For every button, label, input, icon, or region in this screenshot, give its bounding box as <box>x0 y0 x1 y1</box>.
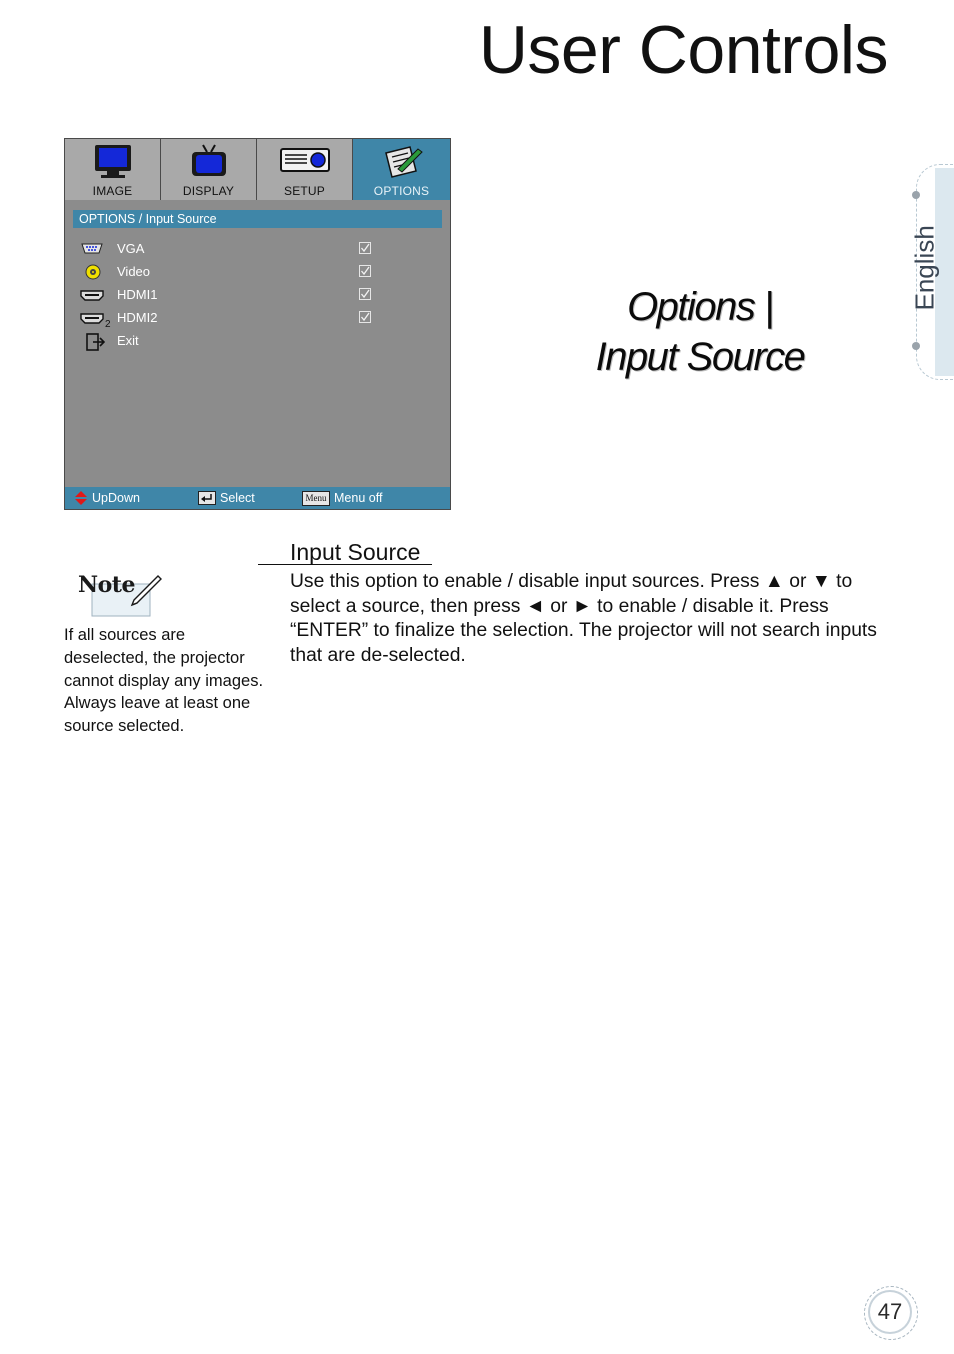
notepad-pen-icon <box>380 143 424 179</box>
osd-item-vga[interactable] <box>79 239 369 259</box>
osd-item-label: HDMI2 <box>117 310 158 325</box>
tab-label: DISPLAY <box>182 184 235 198</box>
hint-updown: UpDown <box>92 491 140 505</box>
svg-text:2: 2 <box>105 319 111 328</box>
page-title: User Controls <box>478 12 888 88</box>
hdmi-port-icon <box>79 287 105 303</box>
up-down-arrow-icon <box>74 490 88 506</box>
osd-item-exit[interactable] <box>79 331 369 351</box>
note-label: Note <box>78 572 135 598</box>
tab-image[interactable] <box>65 139 161 200</box>
checkbox-checked-icon[interactable] <box>359 311 371 323</box>
tab-options[interactable] <box>353 139 450 200</box>
osd-item-label: VGA <box>117 241 145 256</box>
osd-item-label: Video <box>117 264 151 279</box>
menu-key-icon: Menu <box>302 491 330 506</box>
osd-tab-bar <box>65 139 450 200</box>
video-port-icon <box>79 264 105 280</box>
content-body: Use this option to enable / disable input sources. Press ▲ or ▼ to select a source, then press ◄ or ► to enable / disable it. Press “ENTER” to finalize the selection. The projector will not search inputs that are de-selected. <box>290 571 877 667</box>
page-number: 47 <box>868 1290 912 1334</box>
note-icon <box>76 572 162 618</box>
projector-icon <box>279 143 331 179</box>
osd-item-hdmi2[interactable] <box>79 308 369 328</box>
osd-item-video[interactable] <box>79 262 369 282</box>
enter-key-icon <box>198 491 216 505</box>
tab-label: IMAGE <box>92 184 133 198</box>
osd-breadcrumb: OPTIONS / Input Source <box>73 210 442 228</box>
content-heading-text: Input Source <box>290 539 421 565</box>
checkbox-checked-icon[interactable] <box>359 265 371 277</box>
exit-icon <box>79 333 105 351</box>
osd-item-label: HDMI1 <box>117 287 158 302</box>
hint-menu-off: Menu off <box>334 491 383 505</box>
monitor-icon <box>93 143 133 179</box>
vga-port-icon <box>79 241 105 257</box>
checkbox-checked-icon[interactable] <box>359 242 371 254</box>
language-label: English <box>909 225 940 311</box>
tab-setup[interactable] <box>257 139 353 200</box>
hint-select: Select <box>220 491 255 505</box>
osd-hint-bar <box>65 487 450 509</box>
checkbox-checked-icon[interactable] <box>359 288 371 300</box>
section-heading-line2: Input Source <box>595 335 805 379</box>
osd-item-hdmi1[interactable] <box>79 285 369 305</box>
tab-label: SETUP <box>283 184 325 198</box>
tab-label: OPTIONS <box>373 184 430 198</box>
section-heading <box>560 282 840 382</box>
dot-icon <box>912 342 920 350</box>
section-heading-line1: Options | <box>627 285 773 329</box>
hdmi2-port-icon <box>79 310 113 328</box>
content-heading <box>258 538 432 565</box>
osd-menu <box>64 138 451 510</box>
tv-icon <box>189 143 229 179</box>
dot-icon <box>912 191 920 199</box>
note-text: If all sources are deselected, the projector cannot display any images. Always leave at least one source selected. <box>64 626 264 736</box>
osd-item-label: Exit <box>117 333 139 348</box>
tab-display[interactable] <box>161 139 257 200</box>
